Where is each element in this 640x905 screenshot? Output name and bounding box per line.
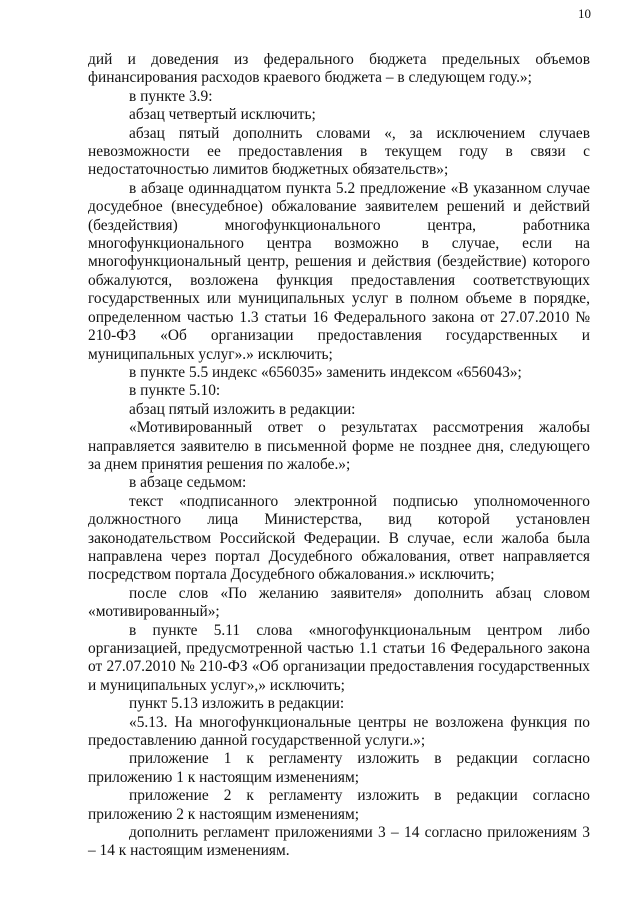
paragraph: в пункте 5.10:	[129, 382, 221, 400]
paragraph: приложение 1 к регламенту изложить в редакции согласно приложению 1 к настоящим изменениям;	[88, 750, 590, 786]
paragraph: дий и доведения из федерального бюджета предельных объемов финансирования расходов краевого бюджета – в следующем году.»;	[88, 51, 590, 87]
paragraph: абзац четвертый исключить;	[129, 106, 316, 124]
paragraph: в абзаце седьмом:	[129, 474, 247, 492]
paragraph: дополнить регламент приложениями 3 – 14 согласно приложениям 3 – 14 к настоящим изменениям.	[88, 824, 590, 860]
paragraph: абзац пятый изложить в редакции:	[129, 400, 356, 418]
paragraph: «5.13. На многофункциональные центры не возложена функция по предоставлению данной государственной услуги.»;	[88, 713, 590, 750]
paragraph: текст «подписанного электронной подписью уполномоченного должностного лица Министерства, вид которой установлен законодательством Российской Федерации. В случае, если жалоба была направлена через портал Досудебного обжалования, ответ направляется посредством портала Досудебного обжалования.» исключить;	[88, 492, 590, 584]
paragraph: «Мотивированный ответ о результатах рассмотрения жалобы направляется заявителю в письменной форме не позднее дня, следующего за днем принятия решения по жалобе.»;	[88, 419, 590, 473]
document-body	[88, 51, 590, 861]
page-number: 10	[578, 6, 591, 21]
paragraph: в абзаце одиннадцатом пункта 5.2 предложение «В указанном случае досудебное (внесудебное) обжалование заявителем решений и действий (бездействия) многофункционального центра, работника многофункционального центра возможно в случае, если на многофункциональный центр, решения и действия (бездействие) которого обжалуются, возложена функция предоставления соответствующих государственных или муниципальных услуг в полном объеме в порядке, определенном частью 1.3 статьи 16 Федерального закона от 27.07.2010 № 210-ФЗ «Об организации предоставления государственных и муниципальных услуг».» исключить;	[88, 179, 590, 363]
paragraph: абзац пятый дополнить словами «, за исключением случаев невозможности ее предоставления в текущем году в связи с недостаточностью лимитов бюджетных обязательств»;	[88, 124, 590, 179]
paragraph: в пункте 5.5 индекс «656035» заменить индексом «656043»;	[129, 363, 522, 381]
paragraph: приложение 2 к регламенту изложить в редакции согласно приложению 2 к настоящим изменениям;	[88, 787, 590, 823]
paragraph: в пункте 3.9:	[129, 87, 213, 105]
paragraph: после слов «По желанию заявителя» дополнить абзац словом «мотивированный»;	[88, 584, 590, 621]
paragraph: пункт 5.13 изложить в редакции:	[129, 695, 345, 713]
paragraph: в пункте 5.11 слова «многофункциональным центром либо организацией, предусмотренной частью 1.1 статьи 16 Федерального закона от 27.07.2010 № 210-ФЗ «Об организации предоставления государственных и муниципальных услуг»,» исключить;	[88, 621, 590, 694]
